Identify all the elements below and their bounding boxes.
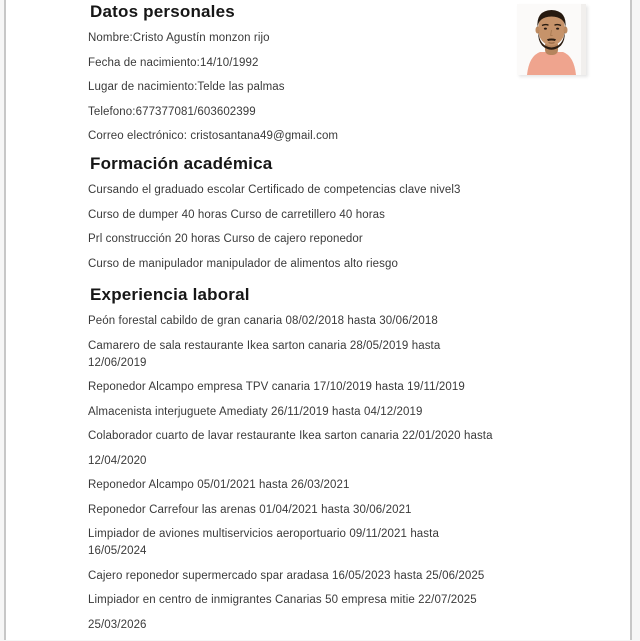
cv-line: Nombre:Cristo Agustín monzon rijo xyxy=(88,32,270,44)
cv-line: Reponedor Carrefour las arenas 01/04/2021 hasta 30/06/2021 xyxy=(88,503,412,516)
cv-line: Prl construcción 20 horas Curso de cajero reponedor xyxy=(88,233,363,245)
cv-line: 16/05/2024 xyxy=(88,545,147,557)
section-title: Experiencia laboral xyxy=(90,285,250,304)
cv-line: Cajero reponedor supermercado spar aradasa 16/05/2023 hasta 25/06/2025 xyxy=(88,569,485,582)
cv-line: Reponedor Alcampo 05/01/2021 hasta 26/03/2021 xyxy=(88,479,350,491)
cv-page xyxy=(4,0,632,640)
cv-line: Limpiador de aviones multiservicios aeroportuario 09/11/2021 hasta xyxy=(88,528,439,540)
cv-line: 25/03/2026 xyxy=(88,618,147,631)
cv-line: Limpiador en centro de inmigrantes Canarias 50 empresa mitie 22/07/2025 xyxy=(88,594,477,606)
cv-line: Camarero de sala restaurante Ikea sarton canaria 28/05/2019 hasta xyxy=(88,339,441,352)
cv-line: 12/04/2020 xyxy=(88,454,147,467)
cv-line: Telefono:677377081/603602399 xyxy=(88,105,256,118)
cv-line: Fecha de nacimiento:14/10/1992 xyxy=(88,56,259,69)
cv-line: Peón forestal cabildo de gran canaria 08/02/2018 hasta 30/06/2018 xyxy=(88,315,438,327)
cv-line: Colaborador cuarto de lavar restaurante Ikea sarton canaria 22/01/2020 hasta xyxy=(88,430,493,442)
cv-line: Correo electrónico: cristosantana49@gmail.com xyxy=(88,130,339,142)
cv-line: Curso de manipulador manipulador de alimentos alto riesgo xyxy=(88,257,398,270)
cv-line: Reponedor Alcampo empresa TPV canaria 17/10/2019 hasta 19/11/2019 xyxy=(88,381,465,393)
cv-line: 12/06/2019 xyxy=(88,356,147,369)
cv-line: Curso de dumper 40 horas Curso de carretillero 40 horas xyxy=(88,208,385,221)
cv-line: Cursando el graduado escolar Certificado de competencias clave nivel3 xyxy=(88,184,461,196)
section-title: Datos personales xyxy=(90,2,235,21)
cv-line: Lugar de nacimiento:Telde las palmas xyxy=(88,81,285,93)
cv-content xyxy=(88,2,528,641)
section-title: Formación académica xyxy=(90,154,273,173)
cv-line: Almacenista interjuguete Amediaty 26/11/2019 hasta 04/12/2019 xyxy=(88,405,423,418)
